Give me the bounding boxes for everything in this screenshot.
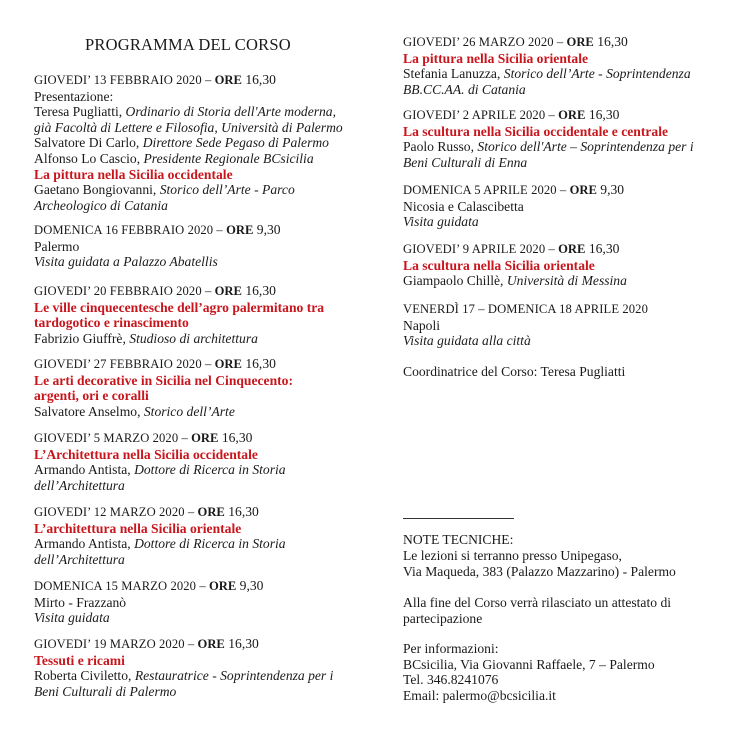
session-time: 16,30 <box>241 356 276 371</box>
line-text: La pittura nella Sicilia occidentale <box>34 166 233 182</box>
line-italic-text: Beni Culturali di Palermo <box>34 683 177 699</box>
line-text: Nicosia e Calascibetta <box>403 198 524 214</box>
session-detail <box>34 182 364 198</box>
line-italic-text: dell’Architettura <box>34 551 125 567</box>
session-detail <box>403 273 721 289</box>
session-ore-label: ORE <box>566 35 594 49</box>
line-italic-text: Beni Culturali di Enna <box>403 154 528 170</box>
session-topic <box>403 51 721 67</box>
session-time: 16,30 <box>241 72 276 87</box>
session-ore-label: ORE <box>569 183 597 197</box>
line-italic-text: Storico dell’Arte <box>143 403 235 419</box>
line-text: La pittura nella Sicilia orientale <box>403 50 589 66</box>
session-detail <box>403 318 721 334</box>
session-detail <box>34 239 364 255</box>
session-date <box>403 241 721 258</box>
session-ore-label: ORE <box>214 73 242 87</box>
session-date-text: GIOVEDI’ 19 MARZO 2020 – <box>34 637 198 651</box>
line-text: Paolo Russo, <box>403 139 478 155</box>
session-date <box>34 72 364 89</box>
notes-line: Via Maqueda, 383 (Palazzo Mazzarino) - Palermo <box>403 564 676 579</box>
session-time: 16,30 <box>224 504 259 519</box>
session-ore-label: ORE <box>191 431 219 445</box>
session-date-text: VENERDÌ 17 – DOMENICA 18 APRILE 2020 <box>403 302 648 316</box>
session-topic <box>34 388 364 404</box>
session-time: 9,30 <box>253 222 281 237</box>
certificate-line: Alla fine del Corso verrà rilasciato un attestato di <box>403 595 672 610</box>
session-ore-label: ORE <box>558 108 586 122</box>
session-date-text: DOMENICA 15 MARZO 2020 – <box>34 579 209 593</box>
session-date-text: GIOVEDI’ 26 MARZO 2020 – <box>403 35 567 49</box>
session-block <box>34 72 364 213</box>
notes-line: Le lezioni si terranno presso Unipegaso, <box>403 548 622 563</box>
session-date-text: GIOVEDI’ 20 FEBBRAIO 2020 – <box>34 284 215 298</box>
session-detail <box>403 155 721 171</box>
session-detail <box>403 199 721 215</box>
session-date-text: GIOVEDI’ 9 APRILE 2020 – <box>403 242 559 256</box>
info-email: Email: palermo@bcsicilia.it <box>403 688 556 703</box>
line-text: Palermo <box>34 238 80 254</box>
session-time: 16,30 <box>585 241 620 256</box>
session-block <box>34 636 364 699</box>
line-text: Fabrizio Giuffrè, <box>34 330 130 346</box>
line-italic-text: Dottore di Ricerca in Storia <box>134 462 286 478</box>
line-italic-text: Università di Messina <box>506 273 627 289</box>
line-text: Alfonso Lo Cascio, <box>34 150 144 166</box>
session-block <box>403 301 721 349</box>
session-topic <box>34 447 364 463</box>
session-time: 16,30 <box>241 283 276 298</box>
line-text: Gaetano Bongiovanni, <box>34 182 160 198</box>
line-italic-text: Storico dell'Arte – Soprintendenza per i <box>477 139 694 155</box>
page-title: PROGRAMMA DEL CORSO <box>85 35 291 54</box>
line-text: Tessuti e ricami <box>34 652 125 668</box>
line-italic-text: Presidente Regionale BCsicilia <box>143 150 314 166</box>
line-text: argenti, ori e coralli <box>34 388 149 404</box>
session-detail <box>34 198 364 214</box>
line-italic-text: dell’Architettura <box>34 477 125 493</box>
line-text: Napoli <box>403 317 440 333</box>
line-italic-text: già Facoltà di Lettere e Filosofia, Università di Palermo <box>34 119 343 135</box>
session-date <box>34 356 364 373</box>
line-text: L’architettura nella Sicilia orientale <box>34 520 242 536</box>
session-date <box>34 504 364 521</box>
session-date <box>34 430 364 447</box>
session-detail <box>403 82 721 98</box>
session-date <box>34 222 364 239</box>
line-italic-text: Studioso di architettura <box>129 330 258 346</box>
session-date <box>34 578 364 595</box>
line-text: Salvatore Di Carlo, <box>34 135 143 151</box>
line-text: Salvatore Anselmo, <box>34 403 144 419</box>
session-detail <box>403 66 721 82</box>
divider-rule <box>403 518 514 519</box>
session-topic <box>403 124 721 140</box>
line-text: Le arti decorative in Sicilia nel Cinquecento: <box>34 372 294 388</box>
session-date-text: GIOVEDI’ 2 APRILE 2020 – <box>403 108 559 122</box>
session-detail <box>34 120 364 136</box>
session-topic <box>34 300 364 316</box>
line-italic-text: Storico dell’Arte - Soprintendenza <box>503 66 691 82</box>
session-detail <box>34 536 364 552</box>
session-ore-label: ORE <box>208 579 237 593</box>
session-block <box>34 504 364 567</box>
session-detail <box>403 214 721 230</box>
session-time: 9,30 <box>596 182 625 197</box>
notes-heading: NOTE TECNICHE: <box>403 532 514 547</box>
info-address: BCsicilia, Via Giovanni Raffaele, 7 – Palermo <box>403 657 655 672</box>
session-detail <box>34 331 364 347</box>
session-block <box>34 356 364 419</box>
session-ore-label: ORE <box>226 223 254 237</box>
session-detail <box>34 404 364 420</box>
line-text: La scultura nella Sicilia occidentale e centrale <box>403 123 669 139</box>
session-date <box>403 301 721 318</box>
session-date-text: DOMENICA 16 FEBBRAIO 2020 – <box>34 223 227 237</box>
info-phone: Tel. 346.8241076 <box>403 672 499 687</box>
session-detail <box>34 254 364 270</box>
session-date-text: GIOVEDI’ 5 MARZO 2020 – <box>34 431 192 445</box>
session-topic <box>34 653 364 669</box>
line-italic-text: Visita guidata <box>34 610 110 626</box>
session-ore-label: ORE <box>197 637 225 651</box>
session-time: 9,30 <box>236 578 264 593</box>
session-block <box>403 182 721 230</box>
line-italic-text: BB.CC.AA. di Catania <box>403 81 526 97</box>
session-block <box>403 107 721 170</box>
line-italic-text: Direttore Sede Pegaso di Palermo <box>142 135 329 151</box>
session-detail <box>34 684 364 700</box>
line-text: Teresa Pugliatti, <box>34 104 126 120</box>
line-italic-text: Dottore di Ricerca in Storia <box>134 536 286 552</box>
session-block <box>34 222 364 270</box>
info-label: Per informazioni: <box>403 641 499 656</box>
session-time: 16,30 <box>593 34 628 49</box>
session-detail <box>34 478 364 494</box>
session-time: 16,30 <box>224 636 259 651</box>
session-block <box>34 578 364 626</box>
session-detail <box>34 668 364 684</box>
session-detail <box>403 139 721 155</box>
session-date <box>34 283 364 300</box>
session-detail <box>34 135 364 151</box>
session-detail <box>34 151 364 167</box>
session-detail <box>34 104 364 120</box>
session-ore-label: ORE <box>558 242 586 256</box>
certificate-line: partecipazione <box>403 611 483 626</box>
line-text: tardogotico e rinascimento <box>34 315 189 331</box>
session-detail <box>34 89 364 105</box>
session-date <box>403 34 721 51</box>
session-detail <box>34 610 364 626</box>
line-italic-text: Ordinario di Storia dell'Arte moderna, <box>125 104 337 120</box>
session-ore-label: ORE <box>214 284 242 298</box>
line-italic-text: Visita guidata a Palazzo Abatellis <box>34 254 218 270</box>
session-date-text: GIOVEDI’ 13 FEBBRAIO 2020 – <box>34 73 215 87</box>
line-text: Presentazione: <box>34 88 114 104</box>
session-topic <box>34 521 364 537</box>
line-text: Roberta Civiletto, <box>34 668 135 684</box>
session-detail <box>34 595 364 611</box>
session-date-text: DOMENICA 5 APRILE 2020 – <box>403 183 570 197</box>
line-italic-text: Visita guidata <box>403 214 479 230</box>
line-text: Armando Antista, <box>34 462 135 478</box>
session-date-text: GIOVEDI’ 27 FEBBRAIO 2020 – <box>34 357 215 371</box>
session-detail <box>403 333 721 349</box>
session-date <box>403 107 721 124</box>
line-text: Le ville cinquecentesche dell’agro palermitano tra <box>34 299 325 315</box>
session-time: 16,30 <box>218 430 253 445</box>
session-ore-label: ORE <box>214 357 242 371</box>
session-ore-label: ORE <box>197 505 225 519</box>
session-block <box>403 241 721 289</box>
session-topic <box>34 373 364 389</box>
line-italic-text: Archeologico di Catania <box>34 197 168 213</box>
session-block <box>34 283 364 346</box>
session-block <box>403 34 721 97</box>
session-block <box>34 430 364 493</box>
line-text: Armando Antista, <box>34 536 135 552</box>
session-topic <box>403 258 721 274</box>
line-text: Stefania Lanuzza, <box>403 66 504 82</box>
line-italic-text: Visita guidata alla città <box>403 333 531 349</box>
line-text: Mirto - Frazzanò <box>34 594 127 610</box>
session-time: 16,30 <box>585 107 620 122</box>
coordinator-line: Coordinatrice del Corso: Teresa Pugliatti <box>403 364 626 379</box>
line-text: L’Architettura nella Sicilia occidentale <box>34 446 258 462</box>
session-topic <box>34 315 364 331</box>
session-topic <box>34 167 364 183</box>
session-detail <box>34 552 364 568</box>
session-detail <box>34 462 364 478</box>
line-italic-text: Storico dell’Arte - Parco <box>159 182 295 198</box>
session-date <box>34 636 364 653</box>
line-text: La scultura nella Sicilia orientale <box>403 257 595 273</box>
line-text: Giampaolo Chillè, <box>403 273 507 289</box>
session-date <box>403 182 721 199</box>
line-italic-text: Restauratrice - Soprintendenza per i <box>134 668 334 684</box>
session-date-text: GIOVEDI’ 12 MARZO 2020 – <box>34 505 198 519</box>
